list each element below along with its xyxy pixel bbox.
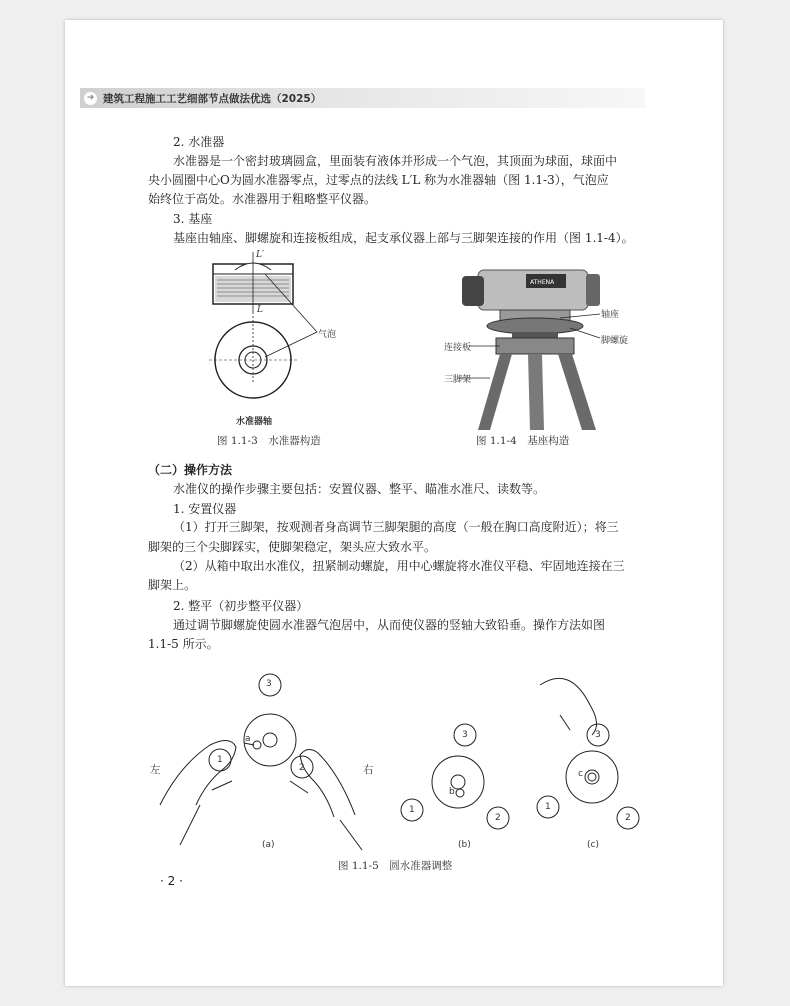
label-vial-axis: 水准器轴 bbox=[236, 417, 273, 427]
figure-caption-1-1-5: 图 1.1-5 圆水准器调整 bbox=[338, 860, 453, 872]
label-left: 左 bbox=[150, 764, 161, 776]
circle-label: 2 bbox=[625, 813, 631, 823]
circle-label: 2 bbox=[495, 813, 501, 823]
subsection-heading-setup: 1. 安置仪器 bbox=[173, 502, 237, 516]
label-axis-seat: 轴座 bbox=[601, 310, 620, 320]
circle-label: 1 bbox=[545, 802, 551, 812]
paragraph-line: （1）打开三脚架，按观测者身高调节三脚架腿的高度（一般在胸口高度附近）；将三 bbox=[173, 520, 619, 534]
paragraph-line: 水准仪的操作步骤主要包括：安置仪器、整平、瞄准水准尺、读数等。 bbox=[173, 482, 546, 496]
circle-label: 3 bbox=[266, 679, 272, 689]
circle-label: 1 bbox=[217, 755, 223, 765]
level-vial-diagram bbox=[205, 252, 335, 427]
page-number: · 2 · bbox=[160, 874, 183, 888]
paragraph-line: 基座由轴座、脚螺旋和连接板组成，起支承仪器上部与三脚架连接的作用（图 1.1-4）。 bbox=[173, 231, 634, 245]
paragraph-line: 脚架的三个尖脚踩实，使脚架稳定，架头应大致水平。 bbox=[148, 540, 437, 554]
figure-caption-1-1-4: 图 1.1-4 基座构造 bbox=[476, 435, 570, 447]
circle-label: 2 bbox=[299, 763, 305, 773]
label-l-prime: L′ bbox=[256, 250, 265, 260]
circle-label: 1 bbox=[409, 805, 415, 815]
label-right: 右 bbox=[363, 764, 374, 776]
paragraph-line: 脚架上。 bbox=[148, 578, 197, 592]
label-foot-screw: 脚螺旋 bbox=[601, 336, 629, 346]
section-heading-base: 3. 基座 bbox=[173, 212, 213, 226]
point-label: c bbox=[578, 769, 583, 779]
paragraph-line: 1.1-5 所示。 bbox=[148, 637, 219, 651]
brand-label: ATHENA bbox=[530, 279, 555, 286]
paragraph-line: 始终位于高处。水准器用于粗略整平仪器。 bbox=[148, 192, 377, 206]
point-label: a bbox=[245, 734, 251, 744]
header-title: 建筑工程施工工艺细部节点做法优选（2025） bbox=[103, 92, 322, 105]
label-tripod: 三脚架 bbox=[444, 375, 472, 385]
paragraph-line: 水准器是一个密封玻璃圆盒，里面装有液体并形成一个气泡，其顶面为球面，球面中 bbox=[173, 154, 618, 168]
arrow-icon: ➜ bbox=[84, 92, 97, 105]
subfigure-label-b: (b) bbox=[458, 840, 471, 850]
paragraph-line: 央小圆圈中心O为圆水准器零点，过零点的法线 L′L 称为水准器轴（图 1.1-3），气泡应 bbox=[148, 173, 609, 187]
section-heading-level-vial: 2. 水准器 bbox=[173, 135, 225, 149]
label-bubble: 气泡 bbox=[318, 330, 337, 340]
running-header bbox=[80, 88, 645, 108]
paragraph-line: （2）从箱中取出水准仪，扭紧制动螺旋，用中心螺旋将水准仪平稳、牢固地连接在三 bbox=[173, 559, 625, 573]
label-l: L bbox=[257, 305, 263, 315]
section-heading-operation: （二）操作方法 bbox=[148, 463, 233, 477]
point-label: b bbox=[449, 787, 455, 797]
circle-label: 3 bbox=[595, 730, 601, 740]
subfigure-label-c: (c) bbox=[587, 840, 599, 850]
subsection-heading-leveling: 2. 整平（初步整平仪器） bbox=[173, 599, 309, 613]
figure-caption-1-1-3: 图 1.1-3 水准器构造 bbox=[217, 435, 321, 447]
circle-label: 3 bbox=[462, 730, 468, 740]
label-connecting-plate: 连接板 bbox=[444, 343, 472, 353]
subfigure-label-a: (a) bbox=[262, 840, 275, 850]
paragraph-line: 通过调节脚螺旋使圆水准器气泡居中，从而使仪器的竖轴大致铅垂。操作方法如图 bbox=[173, 618, 606, 632]
circular-level-adjustment-diagram bbox=[140, 655, 640, 855]
